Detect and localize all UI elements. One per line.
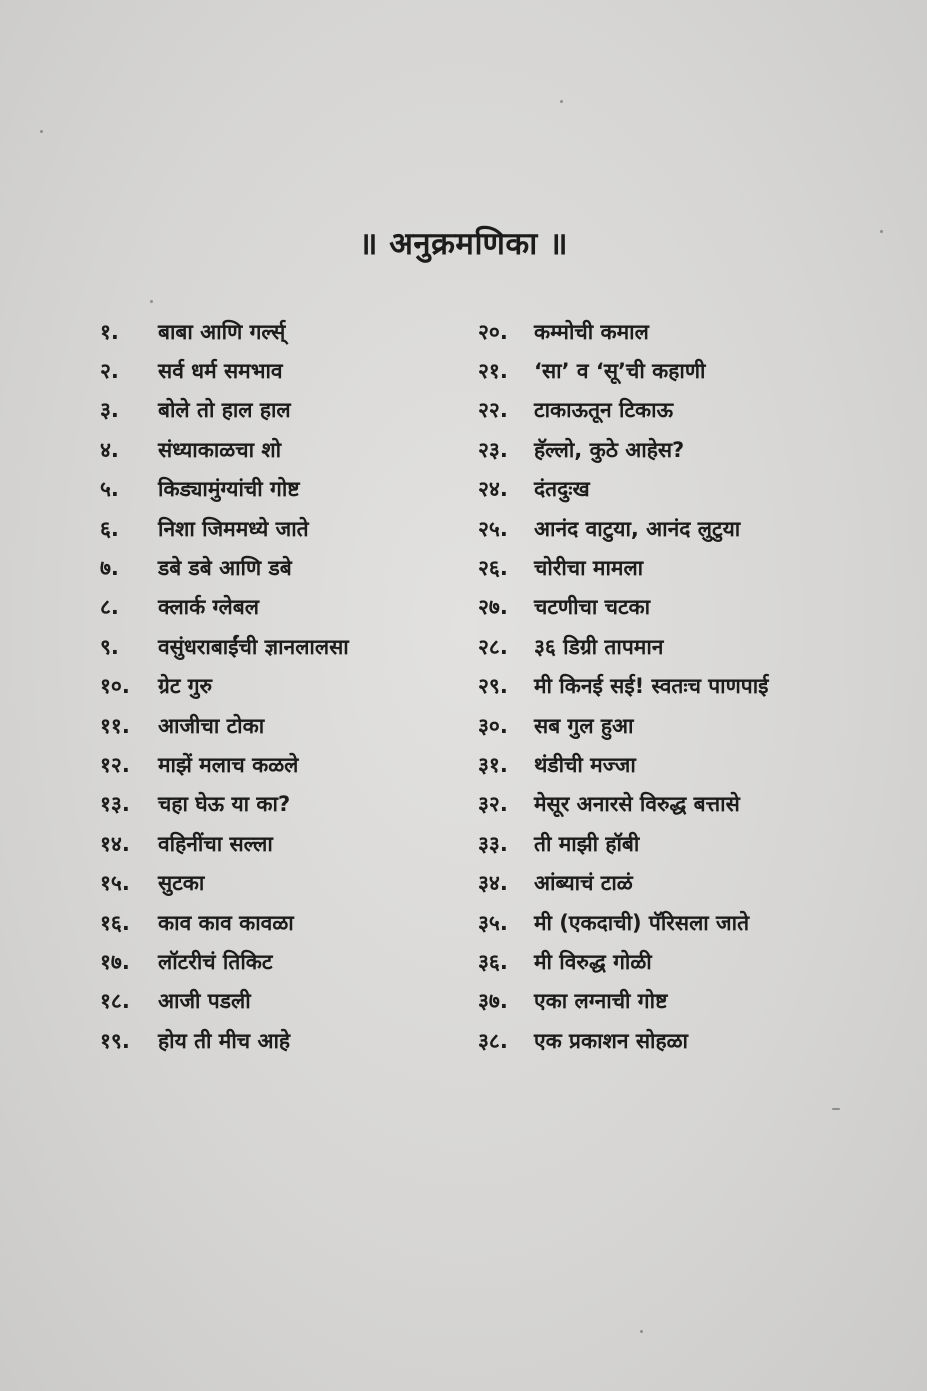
toc-entry-title: किड्यामुंग्यांची गोष्ट: [158, 477, 300, 502]
toc-entry: [100, 863, 430, 902]
toc-entry-title: चोरीचा मामला: [534, 556, 644, 581]
toc-entry-title: क्लार्क ग्लेबल: [158, 595, 259, 620]
toc-entry-title: आजी पडली: [158, 989, 251, 1014]
toc-entry: [478, 588, 898, 627]
toc-entry: [100, 588, 430, 627]
toc-entry-title: निशा जिममध्ये जाते: [158, 516, 309, 541]
toc-entry-title: बाबा आणि गर्ल्स्: [158, 319, 286, 344]
paper-speck: [640, 1330, 643, 1333]
toc-entry-title: ग्रेट गुरु: [158, 674, 213, 699]
toc-entry: [478, 509, 898, 548]
toc-entry-title: संध्याकाळचा शो: [158, 437, 282, 462]
toc-entry: [100, 351, 430, 390]
toc-entry-title: हॅल्लो, कुठे आहेस?: [534, 437, 685, 462]
toc-entry: [100, 824, 430, 863]
toc-entry: [100, 942, 430, 981]
toc-entry-title: आनंद वाटुया, आनंद लुटुया: [534, 516, 741, 541]
toc-entry-title: ‘सा’ व ‘सू’ची कहाणी: [534, 359, 706, 384]
toc-entry-title: ती माझी हॉबी: [534, 831, 640, 856]
toc-entry-title: काव काव कावळा: [158, 910, 294, 935]
toc-entry-number: २३.: [478, 437, 508, 462]
toc-entry: [100, 1021, 430, 1060]
toc-entry-number: २९.: [478, 674, 508, 699]
toc-entry-number: २.: [100, 359, 119, 384]
toc-entry-title: चटणीचा चटका: [534, 595, 651, 620]
toc-entry: [100, 430, 430, 469]
toc-entry: [100, 470, 430, 509]
toc-right-column: [478, 312, 898, 1060]
toc-entry: [100, 391, 430, 430]
toc-entry-title: एक प्रकाशन सोहळा: [534, 1028, 688, 1053]
toc-entry-number: ७.: [100, 556, 119, 581]
toc-entry-number: ११.: [100, 713, 130, 738]
toc-entry: [478, 942, 898, 981]
toc-entry-title: होय ती मीच आहे: [158, 1028, 291, 1053]
toc-entry-number: ३८.: [478, 1028, 508, 1053]
paper-speck: [40, 130, 43, 133]
toc-entry: [478, 667, 898, 706]
toc-entry: [478, 1021, 898, 1060]
toc-entry: [478, 351, 898, 390]
toc-entry-title: कम्मोची कमाल: [534, 319, 649, 344]
toc-entry: [478, 903, 898, 942]
paper-speck: [880, 230, 883, 233]
toc-entry-number: ३६.: [478, 949, 508, 974]
toc-entry: [100, 706, 430, 745]
toc-entry-number: १७.: [100, 949, 130, 974]
toc-entry-number: २६.: [478, 556, 508, 581]
toc-entry-number: ३४.: [478, 871, 508, 896]
toc-entry-number: २४.: [478, 477, 508, 502]
page-title: ॥ अनुक्रमणिका ॥: [358, 226, 569, 262]
toc-entry-title: बोले तो हाल हाल: [158, 398, 291, 423]
toc-entry: [100, 903, 430, 942]
toc-entry-number: २८.: [478, 634, 508, 659]
toc-entry-title: मी किनई सई! स्वतःच पाणपाई: [534, 674, 769, 699]
toc-entry-title: लॉटरीचं तिकिट: [158, 949, 273, 974]
toc-entry-title: आजीचा टोका: [158, 713, 265, 738]
toc-entry-number: ३७.: [478, 989, 508, 1014]
toc-entry-title: एका लग्नाची गोष्ट: [534, 989, 668, 1014]
toc-entry-title: सर्व धर्म समभाव: [158, 359, 283, 384]
toc-entry: [478, 824, 898, 863]
toc-entry-title: आंब्याचं टाळं: [534, 871, 633, 896]
toc-entry-number: २५.: [478, 516, 508, 541]
toc-entry: [478, 863, 898, 902]
toc-entry-number: २१.: [478, 359, 508, 384]
toc-entry: [478, 745, 898, 784]
toc-entry-number: ३५.: [478, 910, 508, 935]
toc-entry-title: वसुंधराबाईंची ज्ञानलालसा: [158, 634, 349, 659]
toc-left-column: [100, 312, 430, 1060]
toc-entry: [478, 470, 898, 509]
toc-entry-number: २०.: [478, 319, 508, 344]
toc-entry-number: ५.: [100, 477, 119, 502]
toc-entry-number: १०.: [100, 674, 130, 699]
toc-entry-number: ८.: [100, 595, 119, 620]
toc-entry-title: माझें मलाच कळले: [158, 752, 299, 777]
toc-entry-title: मी विरुद्ध गोळी: [534, 949, 652, 974]
toc-entry-title: डबे डबे आणि डबे: [158, 556, 292, 581]
toc-entry-number: ३३.: [478, 831, 508, 856]
toc-entry-number: १४.: [100, 831, 130, 856]
toc-entry: [478, 391, 898, 430]
toc-entry-number: ९.: [100, 634, 119, 659]
toc-entry-title: थंडीची मज्जा: [534, 752, 636, 777]
toc-entry-title: दंतदुःख: [534, 477, 590, 502]
toc-entry: [478, 627, 898, 666]
toc-entry-number: १८.: [100, 989, 130, 1014]
toc-entry: [478, 706, 898, 745]
toc-entry-title: वहिनींचा सल्ला: [158, 831, 273, 856]
toc-entry-number: ३२.: [478, 792, 508, 817]
toc-entry-title: सुटका: [158, 871, 205, 896]
toc-entry-title: टाकाऊतून टिकाऊ: [534, 398, 674, 423]
toc-entry-number: १९.: [100, 1028, 130, 1053]
paper-speck: [832, 1108, 840, 1110]
toc-entry: [478, 548, 898, 587]
toc-entry: [478, 430, 898, 469]
toc-entry-number: १२.: [100, 752, 130, 777]
toc-entry-number: १३.: [100, 792, 130, 817]
toc-entry-number: ३०.: [478, 713, 508, 738]
toc-entry-number: ४.: [100, 437, 119, 462]
toc-entry: [100, 745, 430, 784]
toc-entry-number: ३.: [100, 398, 119, 423]
toc-entry-number: १५.: [100, 871, 130, 896]
toc-entry-number: ६.: [100, 516, 119, 541]
toc-entry: [478, 312, 898, 351]
paper-speck: [150, 300, 153, 303]
paper-speck: [560, 100, 563, 103]
toc-entry: [100, 785, 430, 824]
toc-entry: [478, 785, 898, 824]
toc-entry: [478, 982, 898, 1021]
toc-entry: [100, 548, 430, 587]
toc-entry-title: मेसूर अनारसे विरुद्ध बत्तासे: [534, 792, 740, 817]
toc-entry: [100, 982, 430, 1021]
toc-entry-number: २७.: [478, 595, 508, 620]
toc-entry-number: ३१.: [478, 752, 508, 777]
toc-entry: [100, 627, 430, 666]
toc-entry-title: ३६ डिग्री तापमान: [534, 634, 664, 659]
toc-entry-title: चहा घेऊ या का?: [158, 792, 291, 817]
toc-entry: [100, 667, 430, 706]
toc-entry: [100, 312, 430, 351]
toc-entry-number: १.: [100, 319, 119, 344]
toc-entry-title: सब गुल हुआ: [534, 713, 634, 738]
toc-entry: [100, 509, 430, 548]
toc-entry-number: १६.: [100, 910, 130, 935]
toc-entry-title: मी (एकदाची) पॅरिसला जाते: [534, 910, 750, 935]
toc-entry-number: २२.: [478, 398, 508, 423]
